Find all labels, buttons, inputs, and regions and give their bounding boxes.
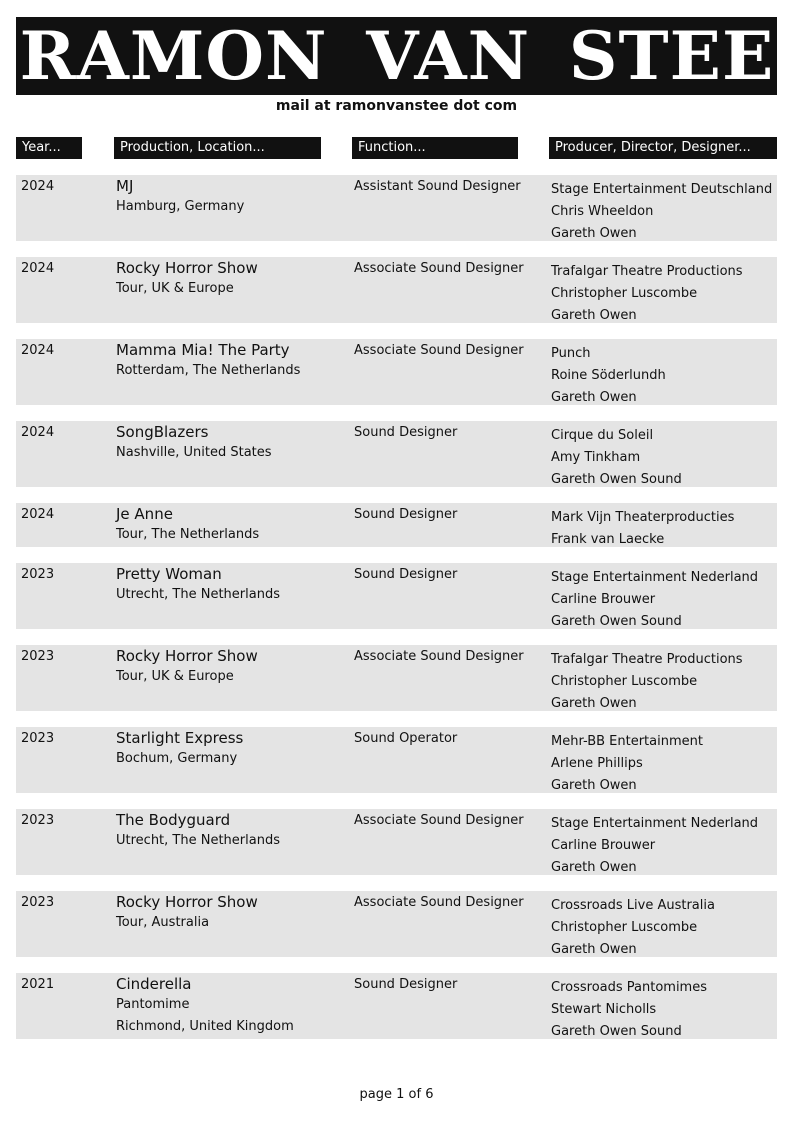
row-production (116, 258, 258, 300)
production-location: Nashville, United States (116, 445, 272, 460)
table-row (16, 645, 777, 711)
production-title: Pretty Woman (116, 565, 222, 583)
row-function: Sound Operator (354, 731, 458, 746)
row-year: 2024 (21, 179, 55, 194)
page-number: page 1 of 6 (359, 1087, 434, 1102)
production-title: Rocky Horror Show (116, 893, 258, 911)
row-production (116, 646, 258, 688)
producer-name: Arlene Phillips (551, 756, 643, 771)
production-location: Utrecht, The Netherlands (116, 587, 280, 602)
row-producers (551, 895, 715, 961)
row-producers (551, 567, 758, 633)
production-location: Pantomime (116, 997, 190, 1012)
producer-name: Punch (551, 346, 591, 361)
producer-name: Christopher Luscombe (551, 920, 698, 935)
credits-list (16, 175, 777, 1055)
producer-name: Trafalgar Theatre Productions (551, 652, 743, 667)
row-function: Sound Designer (354, 977, 458, 992)
production-title: Cinderella (116, 975, 192, 993)
producer-name: Stage Entertainment Nederland (551, 816, 759, 831)
contact-line: mail at ramonvanstee dot com (275, 98, 518, 114)
production-title: Mamma Mia! The Party (116, 341, 290, 359)
production-title: Rocky Horror Show (116, 647, 258, 665)
producer-name: Gareth Owen (551, 860, 637, 875)
producer-name: Gareth Owen Sound (551, 472, 682, 487)
row-production (116, 504, 259, 546)
production-location: Tour, The Netherlands (116, 527, 260, 542)
producer-name: Crossroads Pantomimes (551, 980, 707, 995)
row-production (116, 728, 243, 770)
row-production (116, 176, 244, 218)
row-producers (551, 813, 758, 879)
production-location: Tour, UK & Europe (116, 281, 234, 296)
production-location: Richmond, United Kingdom (116, 1019, 294, 1034)
row-producers (551, 977, 707, 1043)
producer-name: Gareth Owen (551, 942, 637, 957)
producer-name: Carline Brouwer (551, 592, 656, 607)
table-row (16, 257, 777, 323)
row-function: Associate Sound Designer (354, 261, 524, 276)
table-row (16, 563, 777, 629)
producer-name: Trafalgar Theatre Productions (551, 264, 743, 279)
page-title: RAMON VAN STEE (19, 17, 774, 95)
producer-name: Stewart Nicholls (551, 1002, 657, 1017)
column-header-function: Function... (352, 137, 518, 159)
producer-name: Chris Wheeldon (551, 204, 654, 219)
producer-name: Stage Entertainment Nederland (551, 570, 759, 585)
row-producers (551, 649, 743, 715)
producer-name: Mark Vijn Theaterproducties (551, 510, 735, 525)
row-production (116, 422, 272, 464)
column-header-year: Year... (16, 137, 82, 159)
name-banner (16, 17, 777, 95)
producer-name: Christopher Luscombe (551, 674, 698, 689)
row-production (116, 564, 280, 606)
table-row (16, 891, 777, 957)
production-location: Utrecht, The Netherlands (116, 833, 280, 848)
production-location: Rotterdam, The Netherlands (116, 363, 301, 378)
producer-name: Carline Brouwer (551, 838, 656, 853)
row-production (116, 810, 280, 852)
producer-name: Stage Entertainment Deutschland (551, 182, 773, 197)
producer-name: Amy Tinkham (551, 450, 641, 465)
production-title: MJ (116, 177, 134, 195)
producer-name: Roine Söderlundh (551, 368, 666, 383)
producer-name: Mehr-BB Entertainment (551, 734, 703, 749)
producer-name: Gareth Owen (551, 226, 637, 241)
production-location: Tour, UK & Europe (116, 669, 234, 684)
row-year: 2023 (21, 813, 55, 828)
row-function: Sound Designer (354, 567, 458, 582)
table-row (16, 175, 777, 241)
producer-name: Crossroads Live Australia (551, 898, 715, 913)
producer-name: Gareth Owen (551, 390, 637, 405)
row-producers (551, 179, 772, 245)
producer-name: Gareth Owen (551, 696, 637, 711)
row-producers (551, 261, 743, 327)
row-year: 2023 (21, 567, 55, 582)
row-production (116, 340, 300, 382)
production-location: Bochum, Germany (116, 751, 238, 766)
row-function: Sound Designer (354, 507, 458, 522)
row-producers (551, 343, 666, 409)
production-title: Rocky Horror Show (116, 259, 258, 277)
row-year: 2021 (21, 977, 55, 992)
producer-name: Gareth Owen (551, 308, 637, 323)
row-year: 2023 (21, 649, 55, 664)
row-year: 2024 (21, 261, 55, 276)
row-function: Assistant Sound Designer (354, 179, 521, 194)
producer-name: Gareth Owen Sound (551, 1024, 682, 1039)
column-header-production: Production, Location... (114, 137, 321, 159)
table-row (16, 503, 777, 547)
row-production (116, 892, 258, 934)
producer-name: Cirque du Soleil (551, 428, 654, 443)
row-function: Associate Sound Designer (354, 895, 524, 910)
row-year: 2023 (21, 895, 55, 910)
row-function: Associate Sound Designer (354, 649, 524, 664)
table-row (16, 809, 777, 875)
row-producers (551, 425, 682, 491)
table-row (16, 727, 777, 793)
row-function: Associate Sound Designer (354, 343, 524, 358)
row-year: 2023 (21, 731, 55, 746)
producer-name: Gareth Owen (551, 778, 637, 793)
row-function: Sound Designer (354, 425, 458, 440)
row-production (116, 974, 294, 1038)
production-title: SongBlazers (116, 423, 209, 441)
production-title: The Bodyguard (116, 811, 231, 829)
production-title: Je Anne (116, 505, 173, 523)
row-producers (551, 731, 703, 797)
table-row (16, 421, 777, 487)
row-year: 2024 (21, 425, 55, 440)
table-row (16, 973, 777, 1039)
row-year: 2024 (21, 507, 55, 522)
producer-name: Frank van Laecke (551, 532, 665, 547)
production-title: Starlight Express (116, 729, 244, 747)
production-location: Hamburg, Germany (116, 199, 245, 214)
producer-name: Christopher Luscombe (551, 286, 698, 301)
row-function: Associate Sound Designer (354, 813, 524, 828)
producer-name: Gareth Owen Sound (551, 614, 682, 629)
row-producers (551, 507, 734, 551)
production-location: Tour, Australia (116, 915, 210, 930)
column-header-producer: Producer, Director, Designer... (549, 137, 777, 159)
table-row (16, 339, 777, 405)
row-year: 2024 (21, 343, 55, 358)
